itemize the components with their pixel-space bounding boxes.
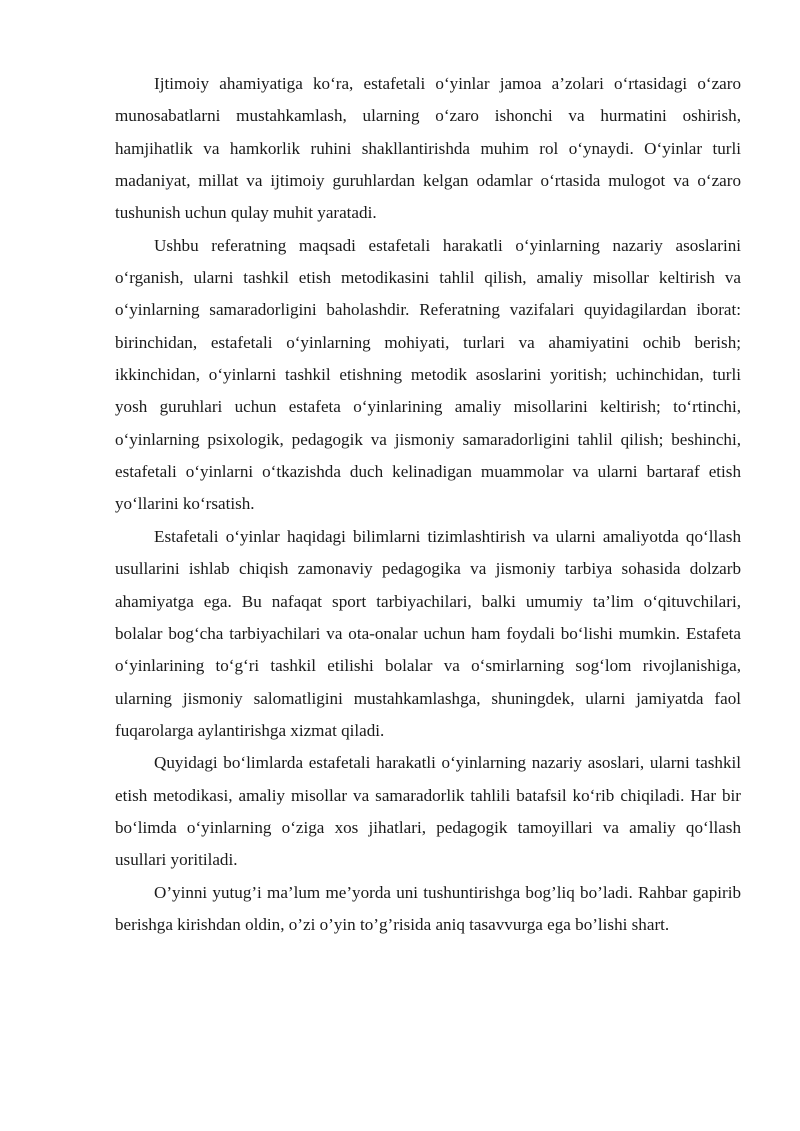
paragraph-social-significance: Ijtimoiy ahamiyatiga ko‘ra, estafetali o‘yinlar jamoa a’zolari o‘rtasidagi o‘zaro munosabatlarni mustahkamlash, ularning o‘zaro ishonchi va hurmatini oshirish, hamjihatlik va hamkorlik ruhini shakllantirishda muhim rol o‘ynaydi. O‘yinlar turli madaniyat, millat va ijtimoiy guruhlardan kelgan odamlar o‘rtasida mulogot va o‘zaro tushunish uchun qulay muhit yaratadi. — [115, 74, 741, 223]
paragraph-game-explanation: O’yinni yutug’i ma’lum me’yorda uni tushuntirishga bog’liq bo’ladi. Rahbar gapirib berishga kirishdan oldin, o’zi o’yin to’g’risida aniq tasavvurga ega bo’lishi shart. — [115, 882, 741, 934]
paragraph-referat-goals: Ushbu referatning maqsadi estafetali harakatli o‘yinlarning nazariy asoslarini o‘rganish, ularni tashkil etish metodikasini tahlil qilish, amaliy misollar keltirish va o‘yinlarning samaradorligini baholashdir. Referatning vazifalari quyidagilardan iborat: birinchidan, estafetali o‘yinlarning mohiyati, turlari va ahamiyatini ochib berish; ikkinchidan, o‘yinlarni tashkil etishning metodik asoslarini yoritish; uchinchidan, turli yosh guruhlari uchun estafeta o‘yinlarining amaliy misollarini keltirish; to‘rtinchi, o‘yinlarning psixologik, pedagogik va jismoniy samaradorligini tahlil qilish; beshinchi, estafetali o‘yinlarni o‘tkazishda duch kelinadigan muammolar va ularni bartaraf etish yo‘llarini ko‘rsatish. — [115, 235, 741, 514]
paragraph-following-sections: Quyidagi bo‘limlarda estafetali harakatli o‘yinlarning nazariy asoslari, ularni tashkil etish metodikasi, amaliy misollar va samaradorlik tahlili batafsil ko‘rib chiqiladi. Har bir bo‘limda o‘yinlarning o‘ziga xos jihatlari, pedagogik tamoyillari va amaliy qo‘llash usullari yoritiladi. — [115, 753, 741, 870]
paragraph-knowledge-systematization: Estafetali o‘yinlar haqidagi bilimlarni tizimlashtirish va ularni amaliyotda qo‘llash usullarini ishlab chiqish zamonaviy pedagogika va jismoniy tarbiya sohasida dolzarb ahamiyatga ega. Bu nafaqat sport tarbiyachilari, balki umumiy ta’lim o‘qituvchilari, bolalar bog‘cha tarbiyachilari va ota-onalar uchun ham foydali bo‘lishi mumkin. Estafeta o‘yinlarining to‘g‘ri tashkil etilishi bolalar va o‘smirlarning sog‘lom rivojlanishiga, ularning jismoniy salomatligini mustahkamlashga, shuningdek, ularni jamiyatda faol fuqarolarga aylantirishga xizmat qiladi. — [115, 526, 741, 740]
document-page — [115, 68, 741, 941]
